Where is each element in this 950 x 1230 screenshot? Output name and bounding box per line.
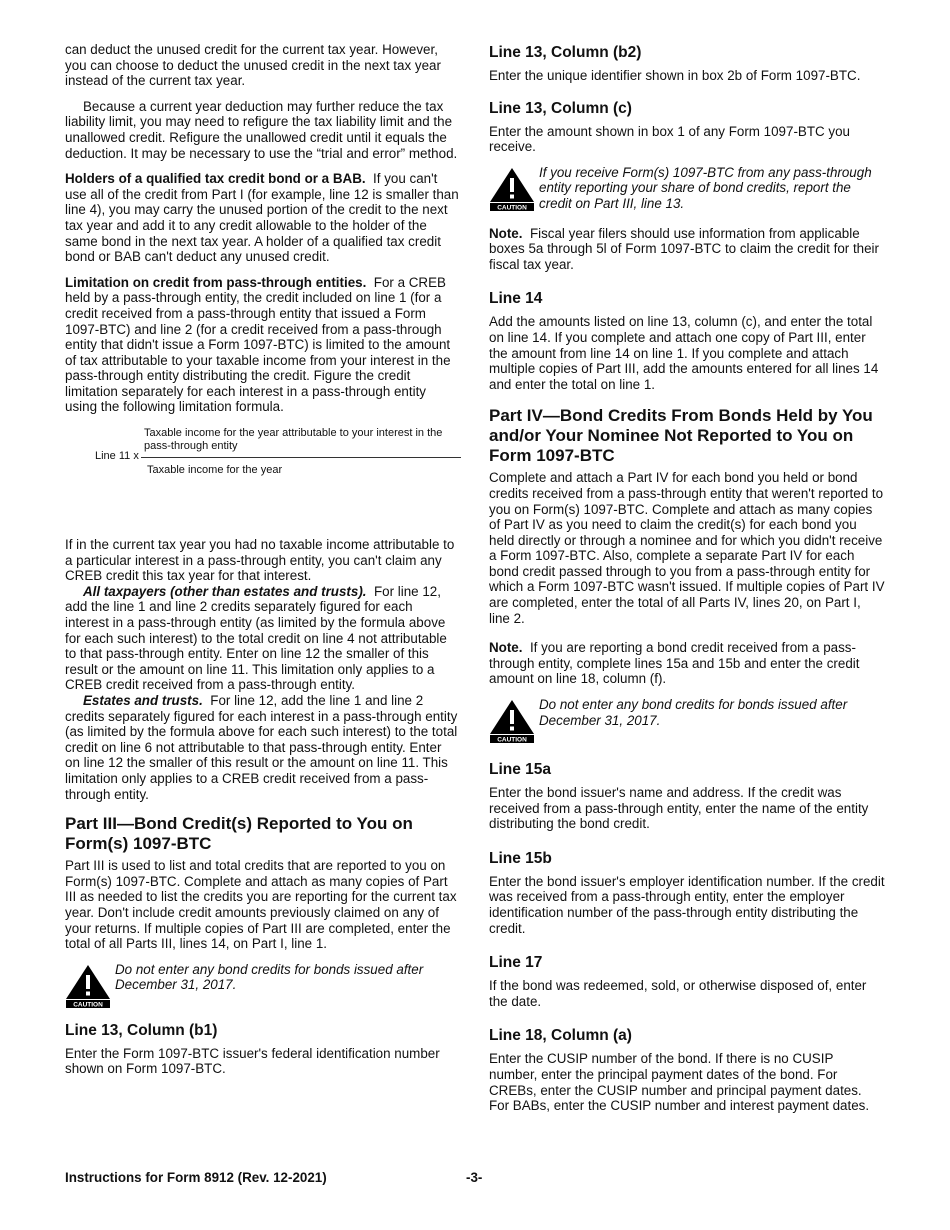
caution-text: Do not enter any bond credits for bonds issued after December 31, 2017.: [539, 697, 848, 728]
paragraph: [65, 275, 460, 415]
formula-label: Line 11 x: [95, 450, 139, 463]
paragraph: Enter the Form 1097-BTC issuer's federal identification number shown on Form 1097-BTC.: [65, 1045, 440, 1077]
paragraph: Enter the bond issuer's employer identification number. If the credit was received from a pass-through entity, enter the employer identification number of the pass-through entity distributing the credit.: [489, 873, 885, 936]
run-in-heading: Holders of a qualified tax credit bond or a BAB.: [65, 171, 366, 187]
fraction-bar: [141, 457, 461, 458]
run-in-heading: Estates and trusts.: [83, 693, 203, 708]
paragraph-text: For line 12, add the line 1 and line 2 credits separately figured for each interest in a pass-through entity (as limited by the formula above for each such interest) to the total credit on line 4 not attributable to that pass-through entity. Enter on line 12 the smaller of this result or the amount on line 11. This limitation only applies to a CREB credit received from a pass-through entity.: [65, 583, 447, 693]
note-label: Note.: [489, 640, 523, 656]
paragraph: Enter the CUSIP number of the bond. If there is no CUSIP number, enter the principal payment dates of the bond. For CREBs, enter the CUSIP number and principal payment dates. For BABs, enter the CUSIP number and interest payment dates.: [489, 1051, 870, 1114]
heading-line-15a: Line 15a: [489, 761, 552, 779]
limitation-formula: [65, 419, 460, 537]
caution-text: Do not enter any bond credits for bonds issued after December 31, 2017.: [115, 961, 424, 993]
paragraph: Add the amounts listed on line 13, column (c), and enter the total on line 14. If you complete and attach one copy of Part III, enter the amount from line 14 on line 1. If you complete and attach multiple copies of Part III, add the amounts entered for all lines 14 and enter the total on line 1.: [489, 314, 879, 392]
note-paragraph: [489, 226, 885, 273]
paragraph: Part III is used to list and total credits that are reported to you on Form(s) 1097-BTC. Complete and attach as many copies of Part III as needed to list the credits you are reporting for the current tax year. Don't include credit amounts previously claimed on any of your returns. If multiple copies of Part III are completed, enter the total of all Parts III, lines 14, on Part I, line 1.: [65, 858, 457, 952]
heading-line-13-b1: Line 13, Column (b1): [65, 1021, 218, 1039]
caution-icon: [65, 964, 111, 1008]
heading-line-17: Line 17: [489, 954, 543, 972]
caution-icon: [489, 167, 535, 211]
caution-word: CAUTION: [497, 204, 527, 211]
left-column: [65, 42, 460, 1087]
heading-line-13-b2: Line 13, Column (b2): [489, 44, 642, 61]
caution-text: If you receive Form(s) 1097-BTC from any pass-through entity reporting your share of bond credits, report the credit on Part III, line 13.: [539, 164, 872, 211]
paragraph-text: Fiscal year filers should use information from applicable boxes 5a through 5l of Form 1097-BTC to claim the credit for their fiscal tax year.: [489, 225, 879, 272]
paragraph: Enter the amount shown in box 1 of any Form 1097-BTC you receive.: [489, 123, 850, 155]
paragraph-text: For line 12, add the line 1 and line 2 credits separately figured for each interest in a pass-through entity (as limited by the formula above for each such interest) to the total credit on line 6 not attributable to that pass-through entity. Enter on line 12 the smaller of this result or the amount on line 11. This limitation only applies to a CREB credit received from a pass-through entity.: [65, 693, 458, 802]
section-heading-part-iv: Part IV—Bond Credits From Bonds Held by You and/or Your Nominee Not Reported to You on Form 1097-BTC: [489, 406, 873, 466]
caution-icon: [489, 699, 535, 743]
paragraph: If in the current tax year you had no taxable income attributable to a particular interest in a pass-through entity, you can't claim any CREB credit this tax year for that interest.: [65, 537, 455, 584]
heading-line-15b: Line 15b: [489, 849, 552, 867]
paragraph: Enter the unique identifier shown in box 2b of Form 1097-BTC.: [489, 68, 861, 83]
heading-line-14: Line 14: [489, 290, 543, 308]
paragraph: If the bond was redeemed, sold, or otherwise disposed of, enter the date.: [489, 978, 867, 1009]
caution-word: CAUTION: [73, 1001, 103, 1008]
run-in-heading: Limitation on credit from pass-through entities.: [65, 274, 367, 290]
paragraph: Complete and attach a Part IV for each bond you held or bond credits received from a pass-through entity that weren't reported to you on Form(s) 1097-BTC. Complete and attach as many copies of Part IV as you need to claim the credit(s) for each bond you held directly or through a nominee and for which you didn't receive a Form 1097-BTC. Also, complete a separate Part IV for each bond credit passed through to you from a pass-through entity for which a Form 1097-BTC wasn't issued. If multiple copies of Part IV are completed, enter the total of all Parts IV, lines 20, on Part I, line 2.: [489, 470, 885, 626]
page-number: -3-: [466, 1170, 483, 1185]
heading-line-13-c: Line 13, Column (c): [489, 99, 632, 117]
paragraph: [65, 584, 460, 693]
paragraph: [65, 171, 460, 265]
paragraph: can deduct the unused credit for the current tax year. However, you can choose to deduct the unused credit in the next tax year instead of the current tax year.: [65, 42, 441, 89]
paragraph-text: If you are reporting a bond credit received from a pass-through entity, complete lines 15a and 15b and enter the credit amount on line 18, column (f).: [489, 640, 860, 687]
paragraph: [65, 693, 460, 802]
paragraph: Because a current year deduction may further reduce the tax liability limit, you may need to refigure the tax liability limit and the unallowed credit. Refigure the unallowed credit until it equals the deduction. It may be necessary to use the “trial and error” method.: [65, 98, 458, 161]
paragraph-text: For a CREB held by a pass-through entity, the credit included on line 1 (for a credit received from a pass-through entity that issued a Form 1097-BTC) and line 2 (for a credit received from a pass-through entity that didn't issue a Form 1097-BTC) is limited to the amount of tax attributable to your taxable income from your interest in the pass-through entity distributing the credit. Figure the credit limitation separately for each interest in a pass-through entity using the following limitation formula.: [65, 274, 451, 415]
run-in-heading: All taxpayers (other than estates and trusts).: [83, 583, 367, 599]
caution-note: [65, 962, 460, 1008]
formula-denominator: Taxable income for the year: [147, 464, 283, 477]
formula-numerator: Taxable income for the year attributable to your interest in the pass-through entity: [144, 427, 443, 453]
section-heading-part-iii: Part III—Bond Credit(s) Reported to You on Form(s) 1097-BTC: [65, 814, 413, 854]
footer-title: Instructions for Form 8912 (Rev. 12-2021): [65, 1170, 327, 1185]
heading-line-18a: Line 18, Column (a): [489, 1027, 632, 1045]
note-label: Note.: [489, 225, 523, 241]
note-paragraph: [489, 640, 885, 687]
caution-word: CAUTION: [497, 736, 527, 744]
caution-note: [489, 697, 885, 743]
paragraph: Enter the bond issuer's name and address. If the credit was received from a pass-through entity, enter the name of the entity distributing the bond credit.: [489, 785, 869, 832]
caution-note: [489, 165, 885, 212]
paragraph-text: If you can't use all of the credit from Part I (for example, line 12 is smaller than line 4), you may carry the unused portion of the credit to the next tax year and add it to any credit allowable to the holder of the same bond in the next tax year. A holder of a qualified tax credit bond or BAB can't deduct any unused credit.: [65, 171, 459, 265]
right-column: [489, 42, 885, 1124]
